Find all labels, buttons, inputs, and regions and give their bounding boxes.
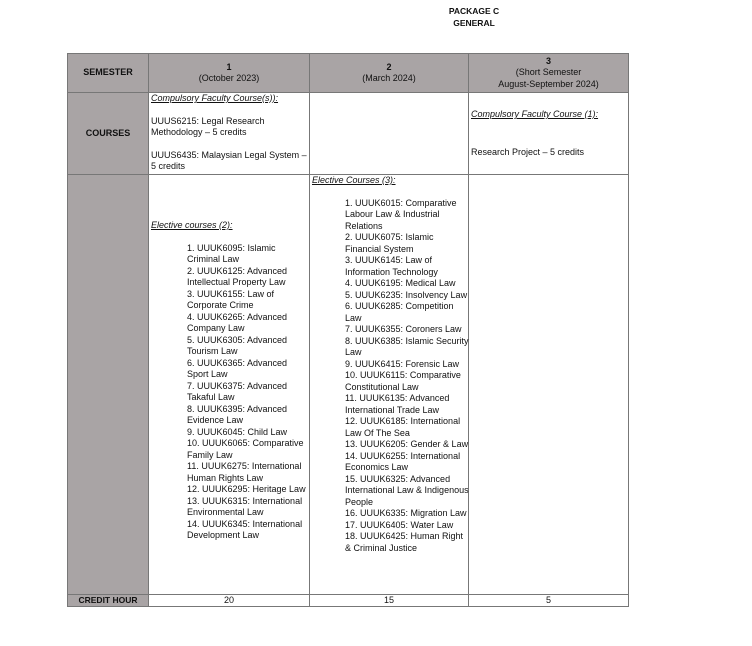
elective-course-item: 16. UUUK6335: Migration Law xyxy=(345,508,467,518)
elective-course-item: 4. UUUK6265: Advanced Company Law xyxy=(187,311,288,333)
elective-course-item: 5. UUUK6305: Advanced Tourism Law xyxy=(187,334,288,356)
elective-course-item: 10. UUUK6115: Comparative Constitutional Law xyxy=(345,370,461,392)
elective-course-item: 6. UUUK6285: Competition Law xyxy=(345,301,454,323)
elective-list-2 xyxy=(345,198,469,555)
elective-course-item: 4. UUUK6195: Medical Law xyxy=(345,278,456,288)
elective-course-item: 8. UUUK6395: Advanced Evidence Law xyxy=(187,403,288,425)
elective-course-item: 6. UUUK6365: Advanced Sport Law xyxy=(187,357,288,379)
semester-3-electives xyxy=(469,175,629,595)
compulsory-heading: Compulsory Faculty Course (1): xyxy=(471,109,599,119)
elective-course-item: 9. UUUK6045: Child Law xyxy=(187,426,288,437)
semester-1-compulsory xyxy=(149,93,310,175)
title-line-2: GENERAL xyxy=(453,18,495,28)
compulsory-heading: Compulsory Faculty Course(s)): xyxy=(151,93,279,103)
elective-course-item: 14. UUUK6345: International Development Law xyxy=(187,518,303,540)
semester-header-row xyxy=(68,54,629,93)
electives-row xyxy=(68,175,629,595)
elective-course-item: 18. UUUK6425: Human Right & Criminal Justice xyxy=(345,531,464,553)
semester-1-header: 1 (October 2023) xyxy=(149,54,310,93)
semester-2-header: 2 (March 2024) xyxy=(310,54,469,93)
electives-label xyxy=(68,175,149,595)
elective-course-item: 3. UUUK6155: Law of Corporate Crime xyxy=(187,288,275,310)
elective-course-item: 11. UUUK6135: Advanced International Trade Law xyxy=(345,393,450,415)
semester-1-electives xyxy=(149,175,310,595)
course-item: UUUS6435: Malaysian Legal System – 5 credits xyxy=(151,149,307,171)
elective-course-item: 9. UUUK6415: Forensic Law xyxy=(345,358,460,369)
elective-course-item: 1. UUUK6015: Comparative Labour Law & Industrial Relations xyxy=(345,197,457,231)
semester-2-electives xyxy=(310,175,469,595)
elective-course-item: 7. UUUK6375: Advanced Takaful Law xyxy=(187,380,288,402)
course-item: Research Project – 5 credits xyxy=(471,146,585,157)
credit-hour-label: CREDIT HOUR xyxy=(68,595,149,607)
document-title xyxy=(430,5,518,29)
elective-heading: Elective courses (2): xyxy=(151,220,233,230)
elective-course-item: 8. UUUK6385: Islamic Security Law xyxy=(345,335,469,357)
elective-course-item: 14. UUUK6255: International Economics Law xyxy=(345,450,461,472)
study-plan-table xyxy=(67,53,629,607)
elective-course-item: 17. UUUK6405: Water Law xyxy=(345,519,454,530)
elective-course-item: 13. UUUK6315: International Environmental Law xyxy=(187,495,303,517)
elective-course-item: 12. UUUK6185: International Law Of The Sea xyxy=(345,416,461,438)
elective-course-item: 5. UUUK6235: Insolvency Law xyxy=(345,289,468,300)
elective-course-item: 13. UUUK6205: Gender & Law xyxy=(345,439,469,449)
title-line-1: PACKAGE C xyxy=(448,6,500,16)
elective-course-item: 1. UUUK6095: Islamic Criminal Law xyxy=(187,242,276,264)
elective-course-item: 12. UUUK6295: Heritage Law xyxy=(187,484,306,494)
elective-course-item: 11. UUUK6275: International Human Rights Law xyxy=(187,461,302,483)
credit-sem-3: 5 xyxy=(469,595,629,607)
elective-course-item: 3. UUUK6145: Law of Information Technology xyxy=(345,255,438,277)
credit-sem-1: 20 xyxy=(149,595,310,607)
semester-label: SEMESTER xyxy=(68,54,149,93)
semester-2-compulsory xyxy=(310,93,469,175)
elective-heading: Elective Courses (3): xyxy=(312,175,396,185)
course-item: UUUS6215: Legal Research Methodology – 5 credits xyxy=(151,115,265,137)
semester-3-compulsory xyxy=(469,93,629,175)
courses-row xyxy=(68,93,629,175)
credit-sem-2: 15 xyxy=(310,595,469,607)
elective-course-item: 2. UUUK6075: Islamic Financial System xyxy=(345,232,434,254)
elective-course-item: 7. UUUK6355: Coroners Law xyxy=(345,324,462,334)
elective-list-1 xyxy=(187,243,311,542)
courses-label: COURSES xyxy=(68,93,149,175)
semester-3-header: 3 (Short Semester August-September 2024) xyxy=(469,54,629,93)
credit-hour-row xyxy=(68,595,629,607)
elective-course-item: 2. UUUK6125: Advanced Intellectual Property Law xyxy=(187,265,288,287)
elective-course-item: 15. UUUK6325: Advanced International Law & Indigenous People xyxy=(345,473,469,507)
elective-course-item: 10. UUUK6065: Comparative Family Law xyxy=(187,438,304,460)
